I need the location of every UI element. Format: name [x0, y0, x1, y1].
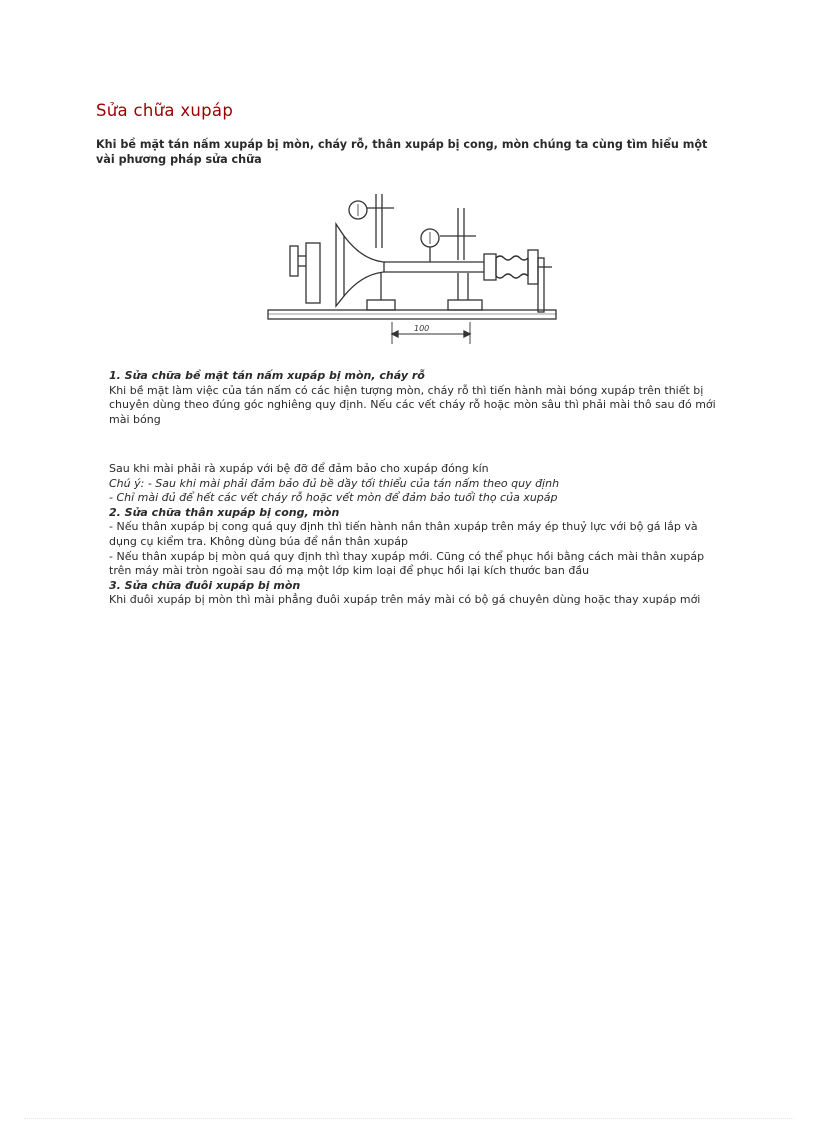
valve-head [336, 224, 344, 306]
spindle-hub [290, 246, 298, 276]
footer-divider [24, 1118, 794, 1119]
intro-paragraph: Khi bề mặt tán nấm xupáp bị mòn, cháy rỗ, thân xupáp bị cong, mòn chúng ta cùng tìm hiểu một vài phương pháp sửa chữa [96, 138, 708, 166]
section-1 [109, 369, 719, 427]
base-rail [268, 310, 556, 319]
pedestal-left [367, 300, 395, 310]
note-line-1: Chú ý: - Sau khi mài phải đảm bảo đủ bề dầy tối thiểu của tán nấm theo quy định [109, 476, 560, 490]
note-line-2: - Chỉ mài đủ để hết các vết cháy rỗ hoặc vết mòn để đảm bảo tuổi thọ của xupáp [109, 491, 558, 505]
page-title: Sửa chữa xupáp [96, 101, 234, 120]
spindle-plate [306, 243, 320, 303]
section-2-item-2: - Nếu thân xupáp bị mòn quá quy định thì thay xupáp mới. Cũng có thể phục hồi bằng cách mài thân xupáp trên máy mài tròn ngoài sau đó mạ một lớp kim loại để phục hồi lại kích thước ban đầu [109, 549, 705, 578]
section-2-item-1: - Nếu thân xupáp bị cong quá quy định thì tiến hành nắn thân xupáp trên máy ép thuỷ lực với bộ gá lắp và dụng cụ kiểm tra. Không dùng búa để nắn thân xupáp [109, 520, 698, 548]
valve-diagram [262, 188, 562, 352]
valve-inspection-figure [262, 188, 562, 352]
section-3-heading: 3. Sửa chữa đuôi xupáp bị mòn [109, 578, 301, 592]
after-grind-text: Sau khi mài phải rà xupáp với bệ đỡ để đảm bảo cho xupáp đóng kín [109, 462, 489, 475]
section-1-heading: 1. Sửa chữa bề mặt tán nấm xupáp bị mòn, cháy rỗ [109, 369, 425, 382]
pedestal-right [448, 300, 482, 310]
chuck-block [484, 254, 496, 280]
section-1-text: Khi bề mặt làm việc của tán nấm có các hiện tượng mòn, cháy rỗ thì tiến hành mài bóng xupáp trên thiết bị chuyên dùng theo đúng góc nghiêng quy định. Nếu các vết cháy rỗ hoặc mòn sâu thì phải mài thô sau đó mới mài bóng [109, 383, 716, 426]
section-3-text: Khi đuôi xupáp bị mòn thì mài phẳng đuôi xupáp trên máy mài có bộ gá chuyên dùng hoặc thay xupáp mới [109, 593, 701, 607]
dimension-label: 100 [414, 324, 430, 333]
section-2-heading: 2. Sửa chữa thân xupáp bị cong, mòn [109, 505, 340, 519]
content-block [109, 462, 719, 608]
